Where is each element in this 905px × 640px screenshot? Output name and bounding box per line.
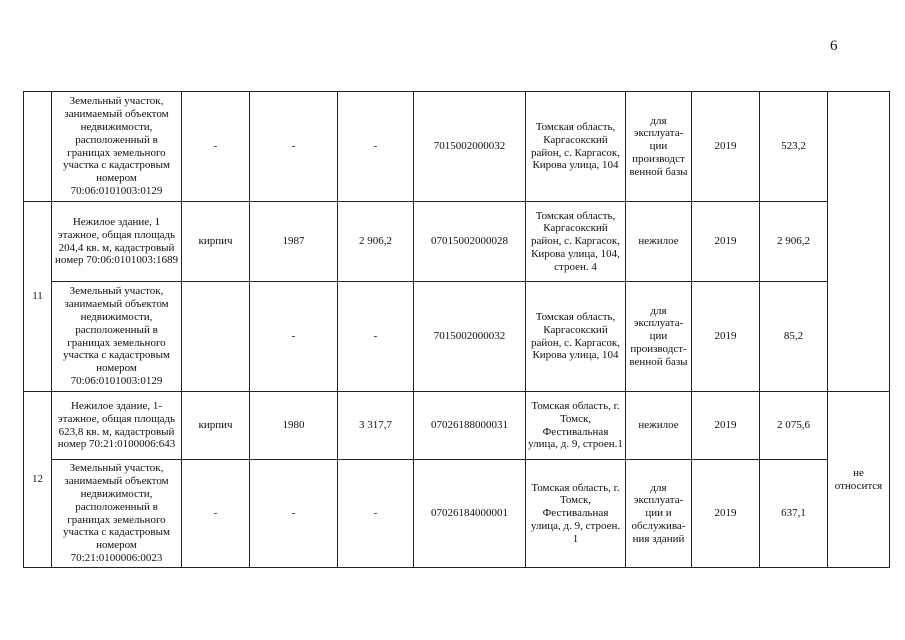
inventory-number-cell: 07015002000028 [414,202,526,282]
object-name-cell: Земельный участок, занимаемый объектом недвижимости, расположенный в границах земельного участка с кадастровым номером 70:21:0100006:0023 [52,460,182,568]
table-row [24,92,890,202]
value-cell: 2 906,2 [338,202,414,282]
address-cell: Томская область, Каргасокский район, с. Каргасок, Кирова улица, 104, строен. 4 [526,202,626,282]
inventory-number-cell: 7015002000032 [414,92,526,202]
purpose-cell: нежилое [626,202,692,282]
object-name-cell: Земельный участок, занимаемый объектом недвижимости, расположенный в границах земельного участка с кадастровым номером 70:06:0101003:0129 [52,92,182,202]
inventory-number-cell: 07026184000001 [414,460,526,568]
year-cell: 2019 [692,282,760,392]
object-name-cell: Земельный участок, занимаемый объектом недвижимости, расположенный в границах земельного участка с кадастровым номером 70:06:0101003:0129 [52,282,182,392]
address-cell: Томская область, г. Томск, Фестивальная улица, д. 9, строен.1 [526,392,626,460]
year-cell: 2019 [692,202,760,282]
address-cell: Томская область, Каргасокский район, с. Каргасок, Кирова улица, 104 [526,92,626,202]
year-built-cell: - [250,92,338,202]
year-built-cell: 1987 [250,202,338,282]
object-name-cell: Нежилое здание, 1 этажное, общая площадь 204,4 кв. м, кадастровый номер 70:06:0101003:1689 [52,202,182,282]
year-built-cell: 1980 [250,392,338,460]
amount-cell: 523,2 [760,92,828,202]
note-cell: не относится [828,392,890,568]
table-row [24,202,890,282]
material-cell: - [182,460,250,568]
year-cell: 2019 [692,92,760,202]
purpose-cell: для эксплуата-ции и обслужива-ния зданий [626,460,692,568]
table-row [24,392,890,460]
row-number-cell: 11 [24,202,52,392]
value-cell: - [338,92,414,202]
material-cell: кирпич [182,392,250,460]
value-cell: - [338,282,414,392]
year-cell: 2019 [692,460,760,568]
inventory-number-cell: 07026188000031 [414,392,526,460]
amount-cell: 637,1 [760,460,828,568]
year-built-cell: - [250,282,338,392]
material-cell [182,282,250,392]
purpose-cell: нежилое [626,392,692,460]
amount-cell: 2 075,6 [760,392,828,460]
table-row [24,460,890,568]
object-name-cell: Нежилое здание, 1-этажное, общая площадь 623,8 кв. м, кадастровый номер 70:21:0100006:643 [52,392,182,460]
row-number-cell: 12 [24,392,52,568]
note-cell [828,92,890,392]
page-number: 6 [830,38,838,54]
value-cell: 3 317,7 [338,392,414,460]
address-cell: Томская область, г. Томск, Фестивальная улица, д. 9, строен. 1 [526,460,626,568]
row-number-cell [24,92,52,202]
purpose-cell: для эксплуата-ции производст венной базы [626,92,692,202]
amount-cell: 85,2 [760,282,828,392]
table-row [24,282,890,392]
material-cell: - [182,92,250,202]
property-table [23,91,890,568]
purpose-cell: для эксплуата-ции производст-венной базы [626,282,692,392]
inventory-number-cell: 7015002000032 [414,282,526,392]
value-cell: - [338,460,414,568]
material-cell: кирпич [182,202,250,282]
amount-cell: 2 906,2 [760,202,828,282]
year-built-cell: - [250,460,338,568]
address-cell: Томская область, Каргасокский район, с. Каргасок, Кирова улица, 104 [526,282,626,392]
year-cell: 2019 [692,392,760,460]
